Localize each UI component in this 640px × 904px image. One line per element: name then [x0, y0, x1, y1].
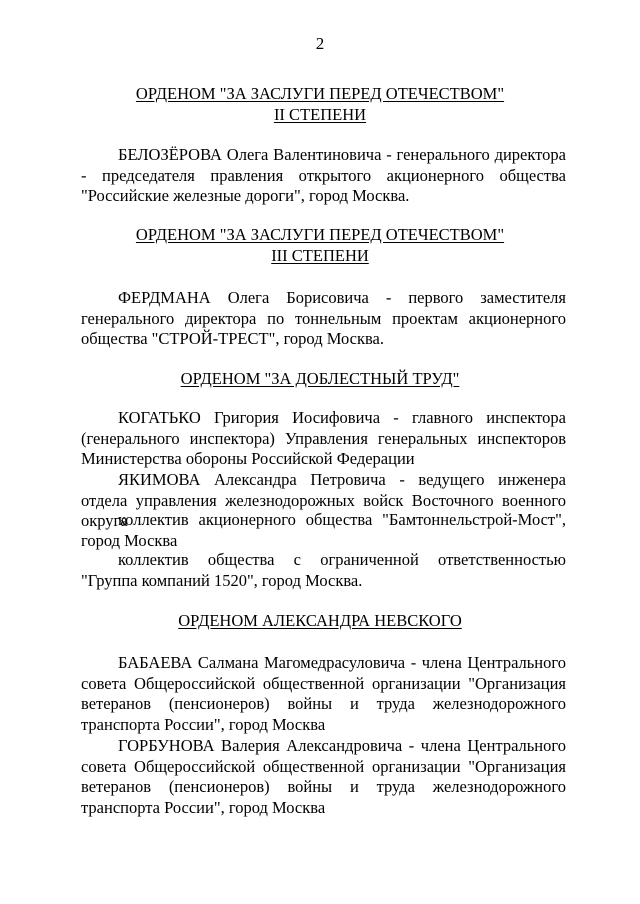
heading-line: III СТЕПЕНИ [271, 246, 369, 265]
section-heading-order-valiant-labor [0, 368, 640, 389]
award-recipient-paragraph: ГОРБУНОВА Валерия Александровича - члена Центрального совета Общероссийской общественной организации "Организация ветеранов (пенсионеров) войны и труда железнодорожного транспорта России", город Москва [81, 736, 566, 817]
section-heading-order-merit-2 [0, 83, 640, 125]
award-recipient-paragraph: БЕЛОЗЁРОВА Олега Валентиновича - генерального директора - председателя правления открытого акционерного общества "Российские железные дороги", город Москва. [81, 145, 566, 205]
heading-line: ОРДЕНОМ "ЗА ДОБЛЕСТНЫЙ ТРУД" [180, 369, 460, 388]
heading-line: ОРДЕНОМ "ЗА ЗАСЛУГИ ПЕРЕД ОТЕЧЕСТВОМ" [135, 84, 505, 103]
section-heading-order-alexander-nevsky [0, 610, 640, 631]
heading-line: II СТЕПЕНИ [273, 105, 367, 124]
award-recipient-paragraph: БАБАЕВА Салмана Магомедрасуловича - члена Центрального совета Общероссийской общественной организации "Организация ветеранов (пенсионеров) войны и труда железнодорожного транспорта России", город Москва [81, 653, 566, 734]
heading-line: ОРДЕНОМ АЛЕКСАНДРА НЕВСКОГО [178, 611, 462, 630]
award-recipient-paragraph: коллектив общества с ограниченной ответственностью "Группа компаний 1520", город Москва. [81, 550, 566, 590]
award-recipient-paragraph: КОГАТЬКО Григория Иосифовича - главного инспектора (генерального инспектора) Управления генеральных инспекторов Министерства обороны Российской Федерации [81, 408, 566, 468]
heading-line: ОРДЕНОМ "ЗА ЗАСЛУГИ ПЕРЕД ОТЕЧЕСТВОМ" [135, 225, 505, 244]
section-heading-order-merit-3 [0, 224, 640, 266]
award-recipient-paragraph: ЯКИМОВА Александра Петровича - ведущего инженера отдела управления железнодорожных войск Восточного военного округа [81, 470, 566, 530]
page-number: 2 [315, 34, 325, 53]
award-recipient-paragraph: ФЕРДМАНА Олега Борисовича - первого заместителя генерального директора по тоннельным проектам акционерного общества "СТРОЙ-ТРЕСТ", город Москва. [81, 288, 566, 348]
award-recipient-paragraph: коллектив акционерного общества "Бамтоннельстрой-Мост", город Москва [81, 510, 566, 550]
